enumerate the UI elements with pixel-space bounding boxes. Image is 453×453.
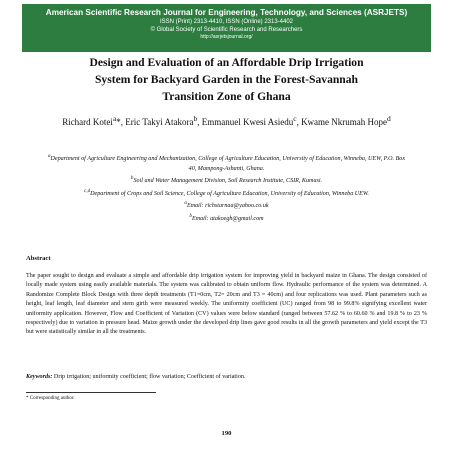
author-2-affil-mark: b [193,114,198,123]
author-4-affil-mark: d [387,114,391,123]
author-4: Kwame Nkrumah Hope [301,117,388,127]
author-separator: , [197,117,202,127]
footnote-divider [26,392,156,393]
journal-banner [22,4,431,52]
author-separator: , [296,117,302,127]
author-3-affil-mark: c [293,114,297,123]
affiliations [44,152,409,224]
author-2: Eric Takyi Atakora [125,117,194,127]
copyright-line: © Global Society of Scientific Research and Researchers [150,27,303,33]
author-3: Emmanuel Kwesi Asiedu [201,117,294,127]
author-separator: , [120,117,126,127]
affiliation-b: $^b$Soil and Water Management Division, Soil Research Institute, CSIR, Kumasi. [130,175,323,185]
paper-title [40,54,413,105]
keywords-text: Drip irrigation; uniformity coefficient; flow variation; Coefficient of variation. [52,374,246,380]
email-a: $^a$Email: richstarnaa@yahoo.co.uk [184,200,269,210]
paper-title-line-1: Design and Evaluation of an Affordable Drip Irrigation [89,56,364,69]
keywords-label: Keywords: [26,374,53,380]
journal-title: American Scientific Research Journal for Engineering, Technology, and Sciences (ASRJETS) [45,8,408,17]
corresponding-mark: * [116,117,121,127]
author-list [40,111,413,130]
corresponding-author-footnote: * Corresponding author. [26,396,75,401]
author-1: Richard Kotei [62,117,113,127]
journal-url-link[interactable]: http://asrjetsjournal.org/ [200,34,253,40]
abstract-heading: Abstract [26,255,51,262]
affiliation-cd: $^{c,d}$Department of Crops and Soil Science, College of Agriculture Education, University of Education, Winneba UEW. [84,187,369,197]
email-b: $^b$Email: atakoegh@gmail.com [189,212,264,222]
page-number: 190 [221,430,232,437]
paper-title-line-3: Transition Zone of Ghana [162,90,291,103]
keywords [26,373,427,382]
paper-title-line-2: System for Backyard Garden in the Forest-Savannah [94,73,359,86]
author-1-affil-mark: a [112,114,117,123]
abstract-body: The paper sought to design and evaluate a simple and affordable drip irrigation system for improving yield in backyard maize in Ghana. The design consisted of locally made system using easily available materials. The system was calibrated to obtain uniform flow. Hydraulic performance of the system was determined. A Randomize Complete Block Design with three depth treatments (T1=0cm, T2= 20cm and T3 = 40cm) and four replications was used. Plant parameters such as height, leaf length, leaf diameter and stem girth were measured weekly. The uniformity coefficient (UC) ranged from 98 to 99.8% signifying excellent water uniformity application. However, Flow and Coefficient of Variation (CV) values were below standard (ranged between 57.62 % to 60.60 % and 19.8 % to 23 % respectively) due to variation in pressure head. Maize growth under the developed drip lines gave good results in all the growth parameters and yield except the T3 but were statistically similar in all the treatments. [26,273,427,336]
issn-line: ISSN (Print) 2313-4410, ISSN (Online) 2313-4402 [159,19,294,25]
affiliation-a: $^a$Department of Agriculture Engineering and Mechanization, College of Agriculture Education, University of Education, Winneba, UEW, P.O. Box 40, Mampong-Ashanti, Ghana. [47,153,406,172]
